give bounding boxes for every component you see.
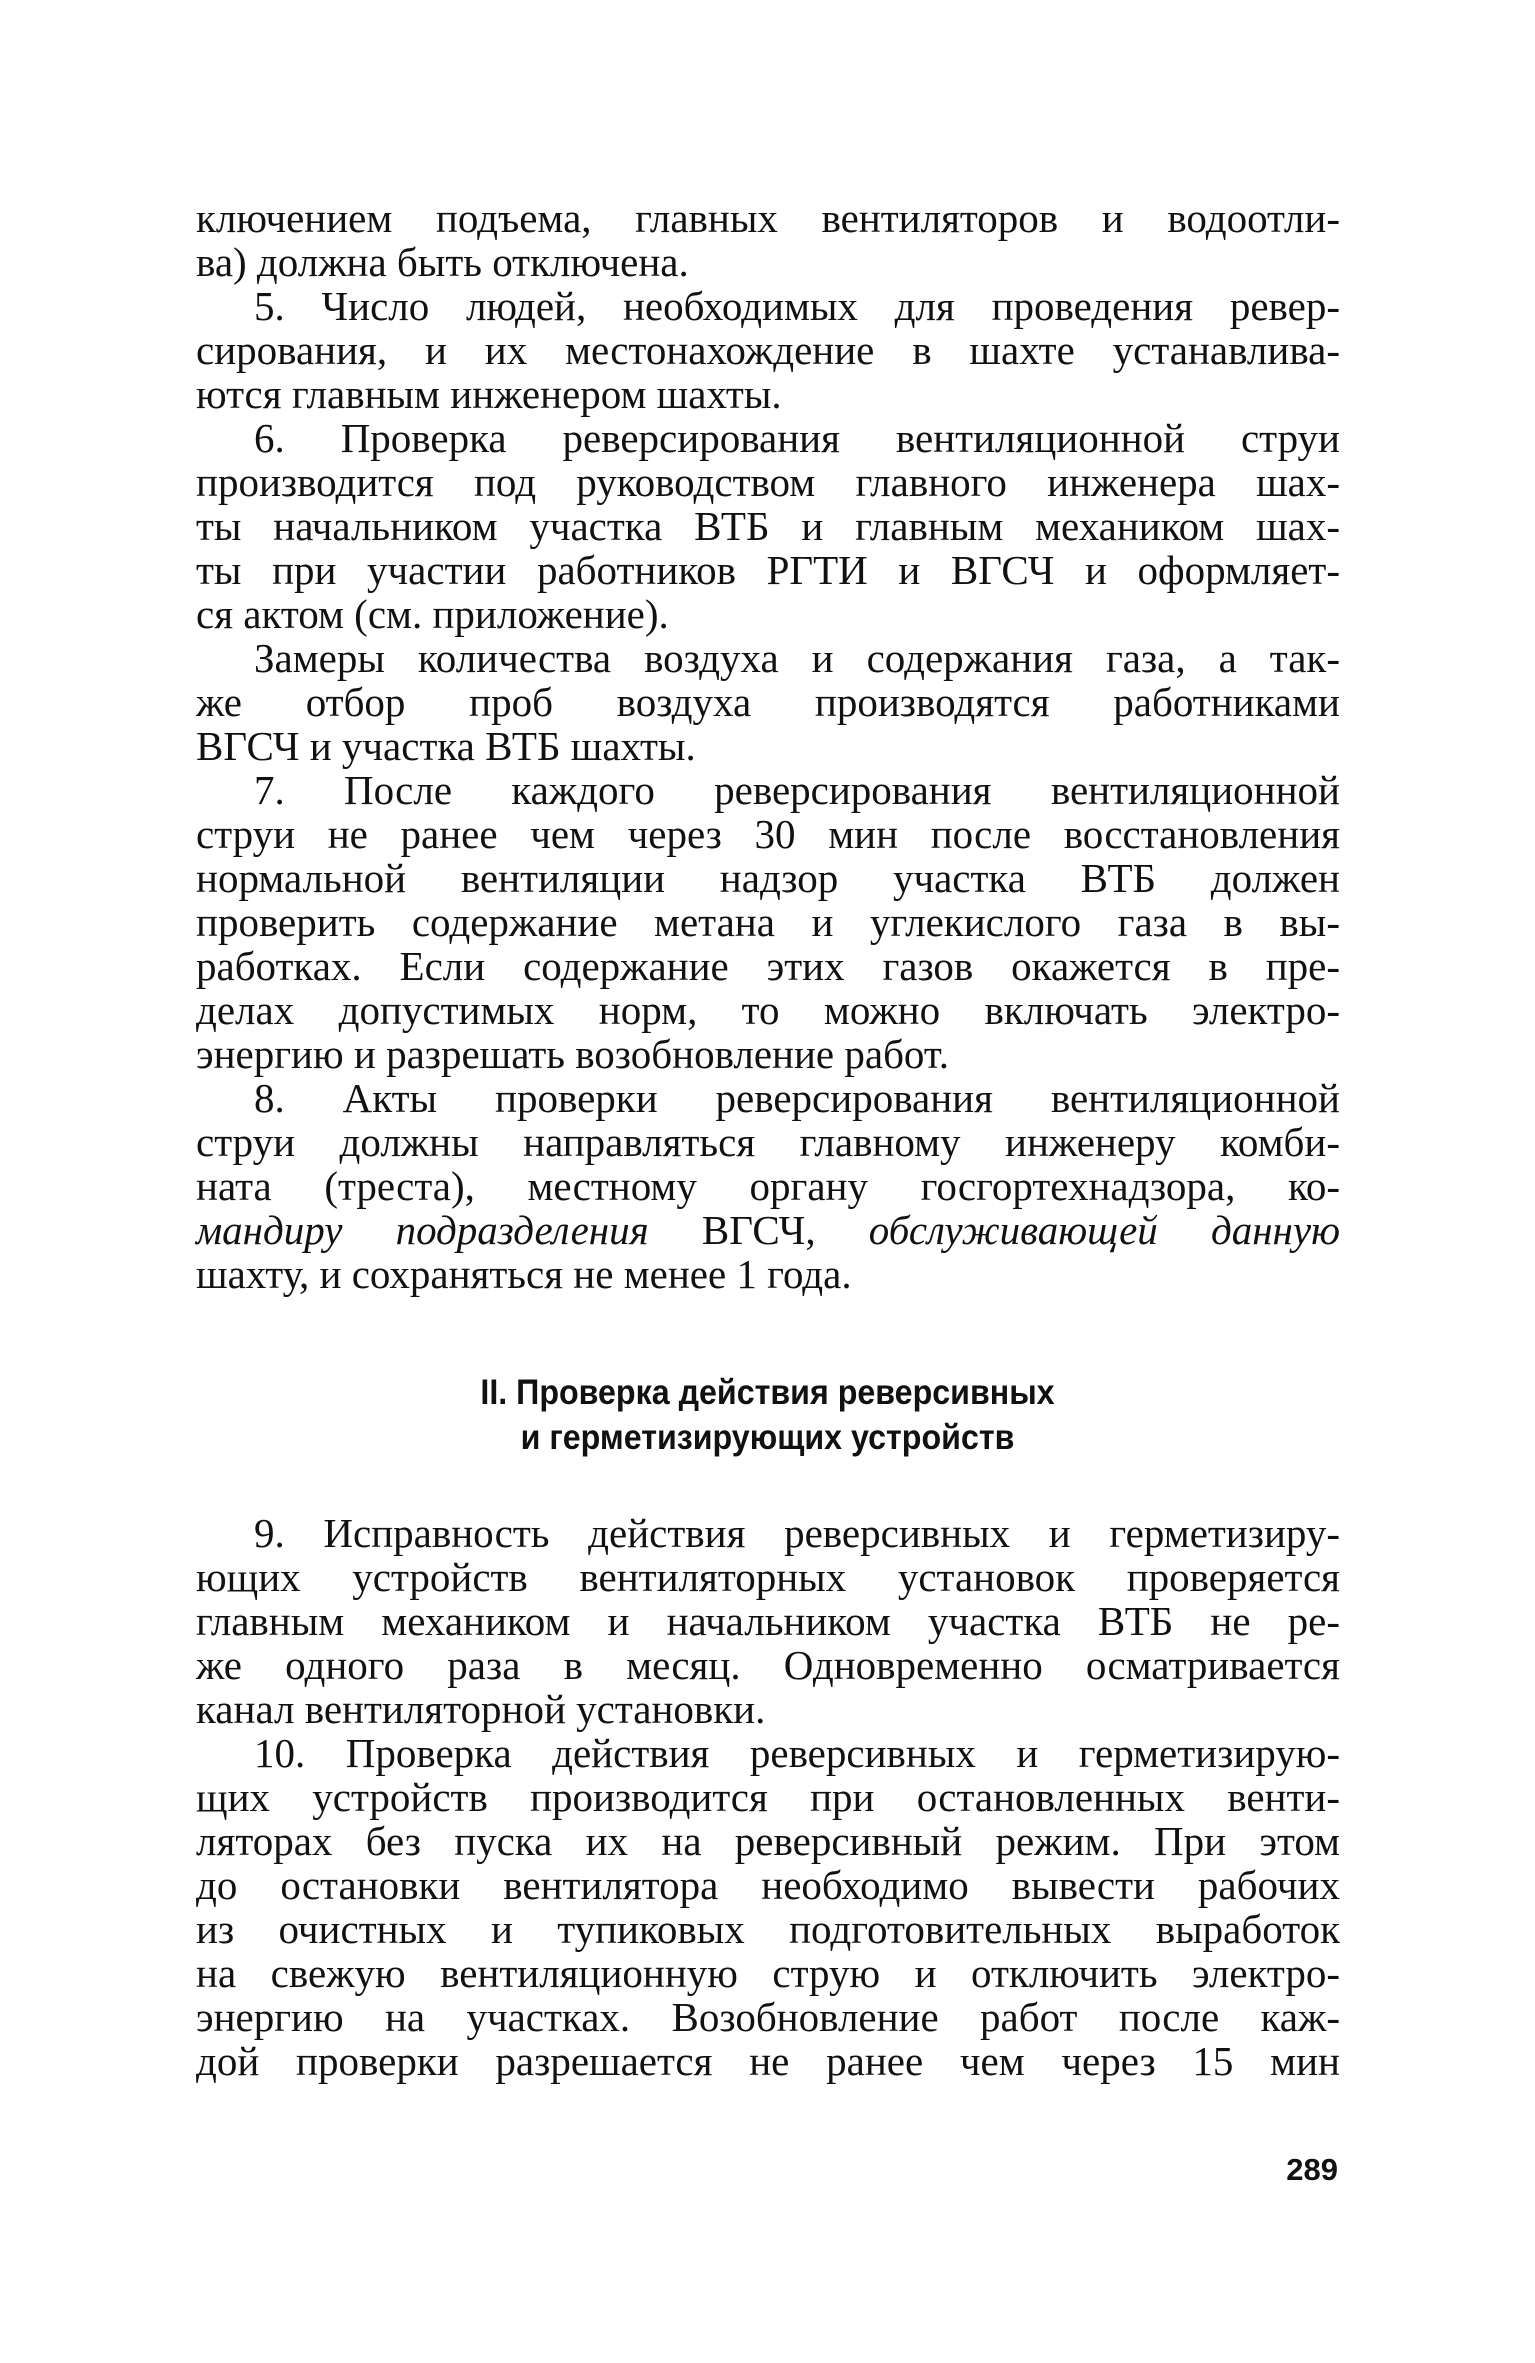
text-line: 9. Исправность действия реверсивных и герметизиру-: [254, 1510, 1340, 1556]
text-line: 7. После каждого реверсирования вентиляционной: [254, 767, 1340, 813]
paragraph: [196, 1731, 1340, 2083]
paragraph: [196, 284, 1340, 416]
paragraph: [196, 636, 1340, 768]
paragraph: [196, 1076, 1340, 1296]
text-line: энергию на участках. Возобновление работ после каж-: [196, 1994, 1340, 2040]
text-line: на свежую вентиляционную струю и отключить электро-: [196, 1950, 1340, 1996]
text-line: работках. Если содержание этих газов окажется в пре-: [196, 943, 1340, 989]
text-line: ВГСЧ и участка ВТБ шахты.: [196, 723, 696, 769]
text-line: струи не ранее чем через 30 мин после восстановления: [196, 811, 1340, 857]
text-line: ляторах без пуска их на реверсивный режим. При этом: [196, 1818, 1340, 1864]
paragraph: [196, 196, 1340, 284]
text-line: энергию и разрешать возобновление работ.: [196, 1031, 949, 1077]
paragraph: [196, 768, 1340, 1076]
text-line: до остановки вентилятора необходимо вывести рабочих: [196, 1862, 1340, 1908]
section-heading: [61, 1370, 1473, 1460]
text-line: ются главным инженером шахты.: [196, 371, 782, 417]
text-line: производится под руководством главного инженера шах-: [196, 459, 1340, 505]
page-number: 289: [1286, 2152, 1338, 2187]
text-line: же отбор проб воздуха производятся работниками: [196, 679, 1340, 725]
text-line: 8. Акты проверки реверсирования вентиляционной: [254, 1075, 1340, 1121]
text-line: щих устройств производится при остановленных венти-: [196, 1774, 1340, 1820]
text-line: ключением подъема, главных вентиляторов и водоотли-: [196, 195, 1340, 241]
text-line: ты при участии работников РГТИ и ВГСЧ и оформляет-: [196, 547, 1340, 593]
text-line: дой проверки разрешается не ранее чем через 15 мин: [196, 2038, 1340, 2084]
text-line: ющих устройств вентиляторных установок проверяется: [196, 1554, 1340, 1600]
text-line: Замеры количества воздуха и содержания газа, а так-: [254, 635, 1340, 681]
italic-text: обслуживающей данную: [868, 1207, 1340, 1253]
text-line: 10. Проверка действия реверсивных и герметизирую-: [254, 1730, 1340, 1776]
text-line: главным механиком и начальником участка ВТБ не ре-: [196, 1598, 1340, 1644]
paragraph: [196, 416, 1340, 636]
text-block-lower: [196, 1511, 1340, 2083]
text-line: шахту, и сохраняться не менее 1 года.: [196, 1251, 852, 1297]
text-line: ната (треста), местному органу госгортехнадзора, ко-: [196, 1163, 1340, 1209]
text-line: ва) должна быть отключена.: [196, 239, 689, 285]
text-line: [196, 1208, 1340, 1252]
text-line: из очистных и тупиковых подготовительных выработок: [196, 1906, 1340, 1952]
text-line: ты начальником участка ВТБ и главным механиком шах-: [196, 503, 1340, 549]
text-line: делах допустимых норм, то можно включать электро-: [196, 987, 1340, 1033]
text-line: 6. Проверка реверсирования вентиляционной струи: [254, 415, 1340, 461]
text-line: проверить содержание метана и углекислого газа в вы-: [196, 899, 1340, 945]
section-heading-line-2: и герметизирующих устройств: [520, 1418, 1015, 1457]
text-line: 5. Число людей, необходимых для проведения ревер-: [254, 283, 1340, 329]
text-line: сирования, и их местонахождение в шахте устанавлива-: [196, 327, 1340, 373]
text-segment: ВГСЧ,: [701, 1207, 869, 1253]
text-line: нормальной вентиляции надзор участка ВТБ должен: [196, 855, 1340, 901]
text-line: канал вентиляторной установки.: [196, 1686, 766, 1732]
paragraph: [196, 1511, 1340, 1731]
text-line: струи должны направляться главному инженеру комби-: [196, 1119, 1340, 1165]
text-block-upper: [196, 196, 1340, 1296]
section-heading-line-1: II. Проверка действия реверсивных: [480, 1373, 1055, 1412]
text-line: же одного раза в месяц. Одновременно осматривается: [196, 1642, 1340, 1688]
italic-text: мандиру подразделения: [196, 1207, 702, 1253]
text-line: ся актом (см. приложение).: [196, 591, 669, 637]
